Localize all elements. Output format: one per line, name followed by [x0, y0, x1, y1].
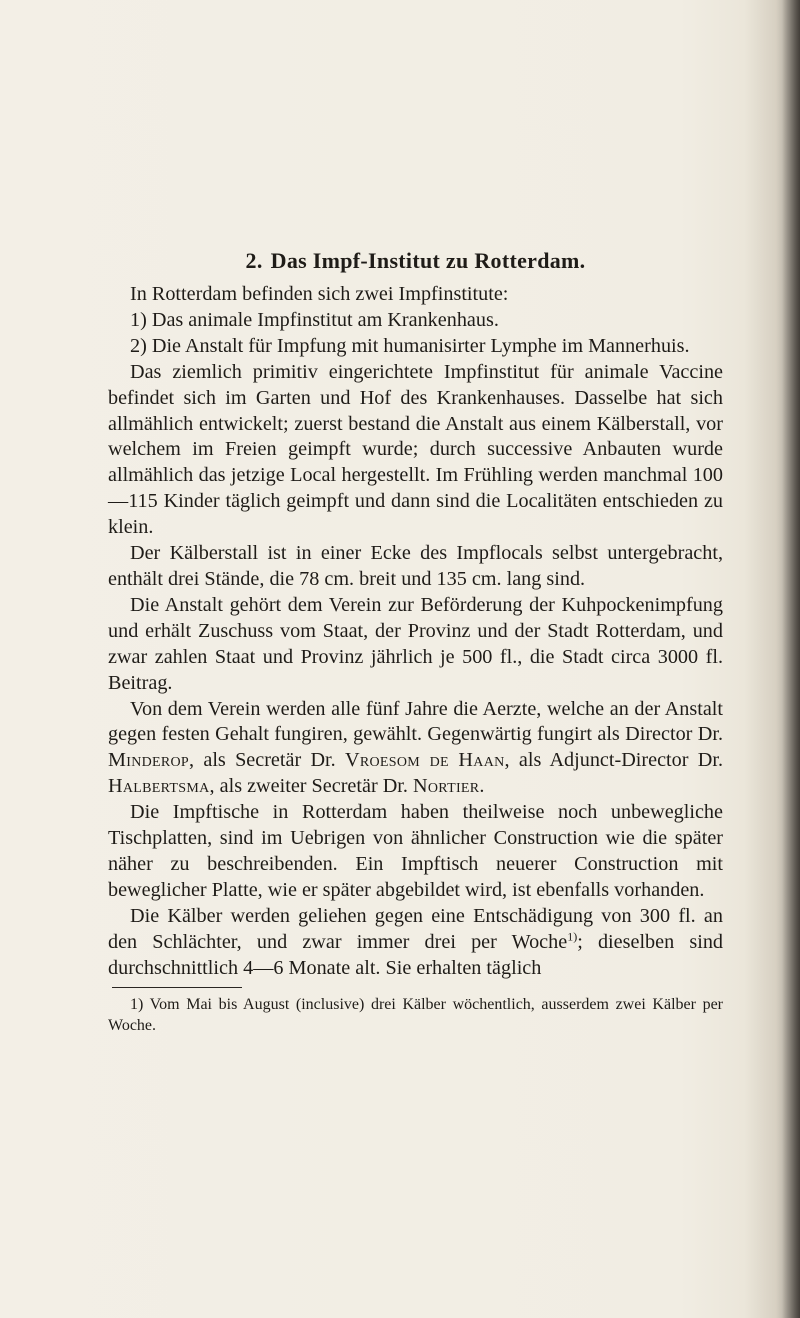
- footnote-reference: 1): [567, 928, 578, 943]
- page-content: [108, 248, 723, 1036]
- binding-edge-shadow: [782, 0, 800, 1318]
- staff-text-e: .: [479, 775, 485, 798]
- paragraph-funding: Die Anstalt gehört dem Verein zur Beförderung der Kuhpockenimpfung und erhält Zuschuss vom Staat, der Provinz und der Stadt Rotterdam, und zwar zahlen Staat und Provinz jährlich je 500 fl., die Stadt circa 3000 fl. Beitrag.: [108, 593, 723, 694]
- staff-name-second-secretary: Nortier: [413, 775, 480, 798]
- staff-text-d: , als zweiter Secretär Dr.: [209, 775, 413, 798]
- paragraph-list-item-2: 2) Die Anstalt für Impfung mit humanisirter Lymphe im Mannerhuis.: [130, 334, 690, 357]
- staff-text-b: , als Secretär Dr.: [189, 749, 345, 772]
- paragraph-staff: [108, 697, 723, 801]
- paragraph-vaccination-tables: Die Impftische in Rotterdam haben theilweise noch unbewegliche Tischplatten, sind im Uebrigen von ähnlicher Construction wie die später näher zu beschreibenden. Ein Impftisch neuerer Construction mit beweglicher Platte, wie er später abgebildet wird, ist ebenfalls vorhanden.: [108, 801, 723, 901]
- staff-name-director: Minderop: [108, 749, 190, 772]
- paragraph-institute-description: Das ziemlich primitiv eingerichtete Impfinstitut für animale Vaccine befindet sich im Garten und Hof des Krankenhauses. Dasselbe hat sich allmählich entwickelt; zuerst bestand die Anstalt aus einem Kälberstall, vor welchem im Freien geimpft wurde; durch successive Anbauten wurde allmählich das jetzige Local hergestellt. Im Frühling werden manchmal 100—115 Kinder täglich geimpft und dann sind die Localitäten entschieden zu klein.: [108, 360, 723, 539]
- staff-name-secretary: Vroesom de Haan: [344, 749, 505, 772]
- section-title: Das Impf-Institut zu Rotterdam.: [270, 248, 586, 273]
- calves-text-b: ; dieselben sind durchschnittlich 4—6 Monate alt. Sie erhalten täglich: [108, 930, 724, 979]
- footnote: 1) Vom Mai bis August (inclusive) drei Kälber wöchentlich, ausserdem zwei Kälber per Woche.: [108, 996, 723, 1035]
- section-number: 2.: [245, 248, 263, 273]
- paragraph-calves: [108, 904, 723, 982]
- paragraph-list-item-1: 1) Das animale Impfinstitut am Krankenhaus.: [130, 308, 499, 331]
- calves-text-a: Die Kälber werden geliehen gegen eine Entschädigung von 300 fl. an den Schlächter, und zwar immer drei per Woche: [108, 904, 723, 953]
- staff-name-adjunct-director: Halbertsma: [108, 775, 210, 798]
- staff-text-a: Von dem Verein werden alle fünf Jahre die Aerzte, welche an der Anstalt gegen festen Gehalt fungiren, gewählt. Gegenwärtig fungirt als Director Dr.: [108, 697, 723, 746]
- footnote-divider: [112, 987, 242, 988]
- paragraph-calf-stable: Der Kälberstall ist in einer Ecke des Impflocals selbst untergebracht, enthält drei Stände, die 78 cm. breit und 135 cm. lang sind.: [108, 542, 723, 590]
- paragraph-intro: In Rotterdam befinden sich zwei Impfinstitute:: [130, 283, 509, 305]
- staff-text-c: , als Adjunct-Director Dr.: [504, 749, 723, 772]
- section-heading: [108, 248, 723, 274]
